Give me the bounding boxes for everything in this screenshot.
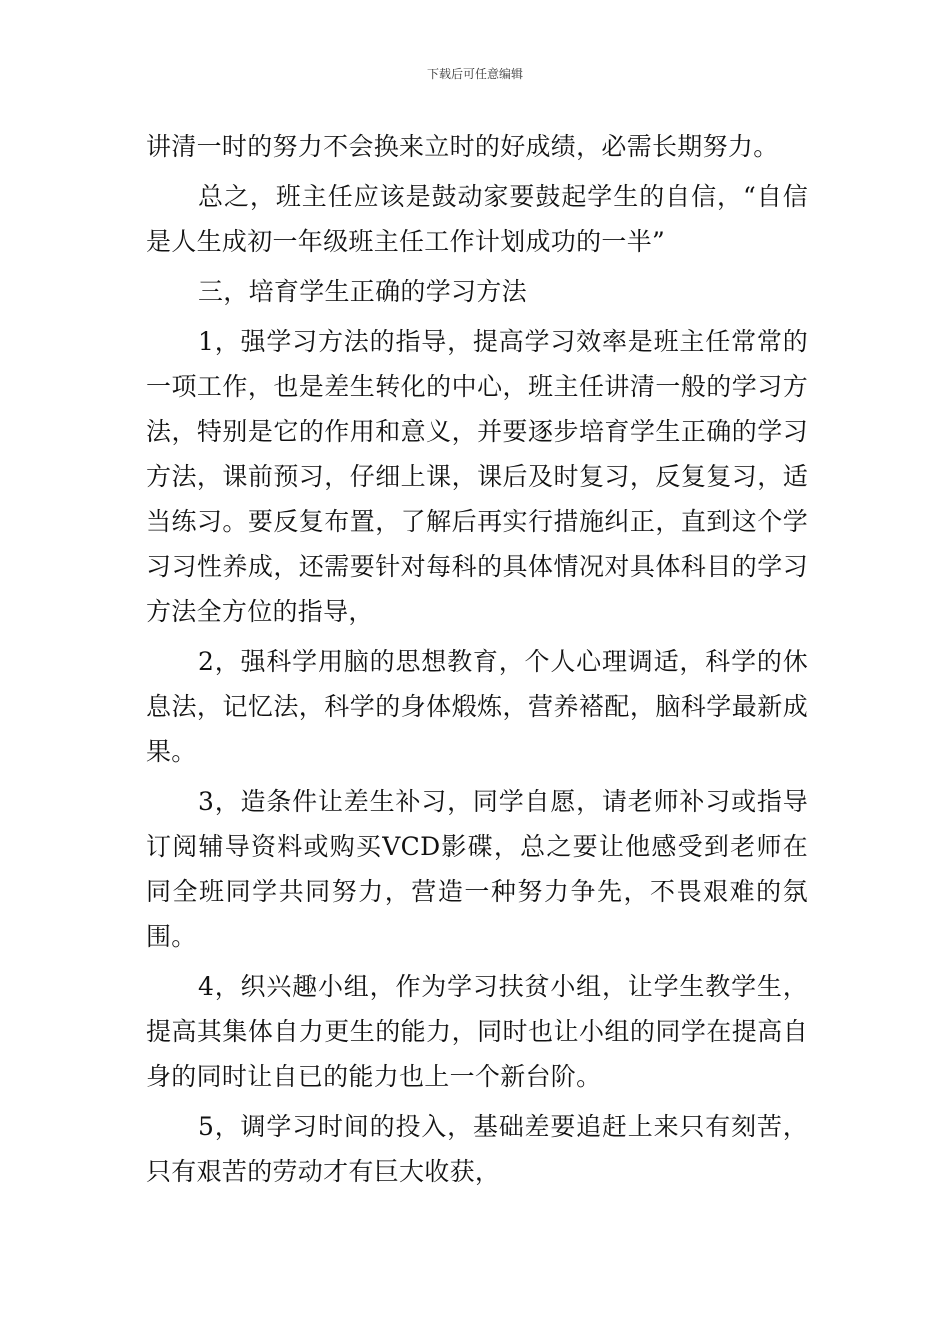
paragraph-item-4: 4，织兴趣小组，作为学习扶贫小组，让学生教学生，提高其集体自力更生的能力，同时也让小组的同学在提高自身的同时让自已的能力也上一个新台阶。 — [146, 972, 808, 1091]
paragraph-item-5: 5，调学习时间的投入，基础差要追赶上来只有刻苦，只有艰苦的劳动才有巨大收获， — [146, 1112, 808, 1186]
paragraph-summary: 总之，班主任应该是鼓动家要鼓起学生的自信，“自信是人生成初一年级班主任工作计划成功的一半” — [146, 182, 808, 256]
section-heading: 三，培育学生正确的学习方法 — [198, 277, 527, 306]
paragraph-continuation: 讲清一时的努力不会换来立时的好成绩，必需长期努力。 — [146, 132, 779, 161]
paragraph-item-2: 2，强科学用脑的思想教育，个人心理调适，科学的休息法，记忆法，科学的身体煅炼，营养褡配，脑科学最新成果。 — [146, 647, 808, 766]
paragraph-item-1: 1，强学习方法的指导，提高学习效率是班主任常常的一项工作，也是差生转化的中心，班主任讲清一般的学习方法，特别是它的作用和意义，并要逐步培育学生正确的学习方法，课前预习，仔细上课，课后及时复习，反复复习，适当练习。要反复布置，了解后再实行措施纠正，直到这个学习习性养成，还需要针对每科的具体情况对具体科目的学习方法全方位的指导， — [146, 327, 808, 626]
paragraph-item-3: 3，造条件让差生补习，同学自愿，请老师补习或指导订阅辅导资料或购买VCD影碟，总之要让他感受到老师在同全班同学共同努力，营造一种努力争先，不畏艰难的氛围。 — [146, 787, 808, 951]
header-note: 下载后可任意编辑 — [426, 67, 523, 81]
document-body — [146, 124, 808, 1194]
